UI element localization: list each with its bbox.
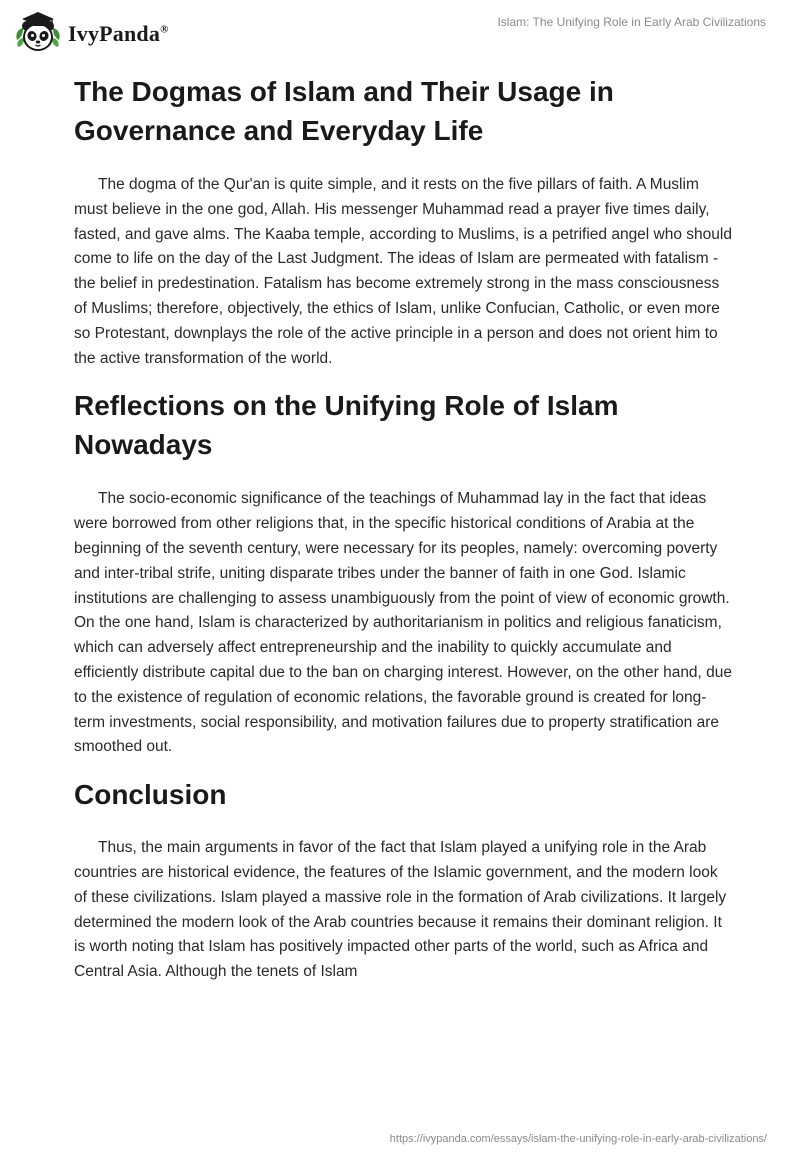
- section-paragraph-conclusion: Thus, the main arguments in favor of the fact that Islam played a unifying role in the Arab countries are historical evidence, the features of the Islamic government, and the modern look of these civilizations. Islam played a massive role in the formation of Arab civilizations. It largely determined the modern look of the Arab countries because it remains their dominant religion. It is worth noting that Islam has positively impacted other parts of the world, such as Africa and Central Asia. Although the tenets of Islam: [74, 839, 727, 981]
- footer-source-url[interactable]: https://ivypanda.com/essays/islam-the-unifying-role-in-early-arab-civilizations/: [389, 1133, 767, 1145]
- page-header: [0, 0, 800, 60]
- section-heading-conclusion: Conclusion: [74, 779, 227, 811]
- panda-graduate-icon: [14, 10, 62, 54]
- ivypanda-logo[interactable]: [14, 10, 169, 54]
- section-paragraph-dogmas: The dogma of the Qur'an is quite simple, and it rests on the five pillars of faith. A Muslim must believe in the one god, Allah. His messenger Muhammad read a prayer five times daily, fasted, and gave alms. The Kaaba temple, according to Muslims, is a petrified angel who should come to life on the day of the Last Judgment. The ideas of Islam are permeated with fatalism - the belief in predestination. Fatalism has become extremely strong in the mass consciousness of Muslims; therefore, objectively, the ethics of Islam, unlike Confucian, Catholic, or even more so Protestant, downplays the role of the active principle in a person and does not orient him to the active transformation of the world.: [74, 176, 732, 367]
- registered-mark: ®: [160, 23, 169, 36]
- section-heading-dogmas: The Dogmas of Islam and Their Usage in Governance and Everyday Life: [74, 76, 614, 146]
- section-paragraph-reflections: The socio-economic significance of the teachings of Muhammad lay in the fact that ideas were borrowed from other religions that, in the specific historical conditions of Arabia at the beginning of the seventh century, were necessary for its peoples, namely: overcoming poverty and inter-tribal strife, uniting disparate tribes under the banner of faith in one God. Islamic institutions are challenging to assess unambiguously from the point of view of economic growth. On the one hand, Islam is characterized by authoritarianism in politics and religious fanaticism, which can adversely affect entrepreneurship and the inability to quickly accumulate and efficiently distribute capital due to the ban on charging interest. However, on the other hand, due to the existence of regulation of economic relations, the favorable ground is created for long-term investments, social responsibility, and motivation failures due to property stratification are smoothed out.: [74, 490, 733, 756]
- brand-label: IvyPanda: [68, 21, 161, 46]
- essay-content: [74, 72, 734, 985]
- brand-name: [68, 23, 169, 45]
- section-heading-reflections: Reflections on the Unifying Role of Islam Nowadays: [74, 390, 619, 461]
- running-title: Islam: The Unifying Role in Early Arab Civilizations: [497, 15, 766, 29]
